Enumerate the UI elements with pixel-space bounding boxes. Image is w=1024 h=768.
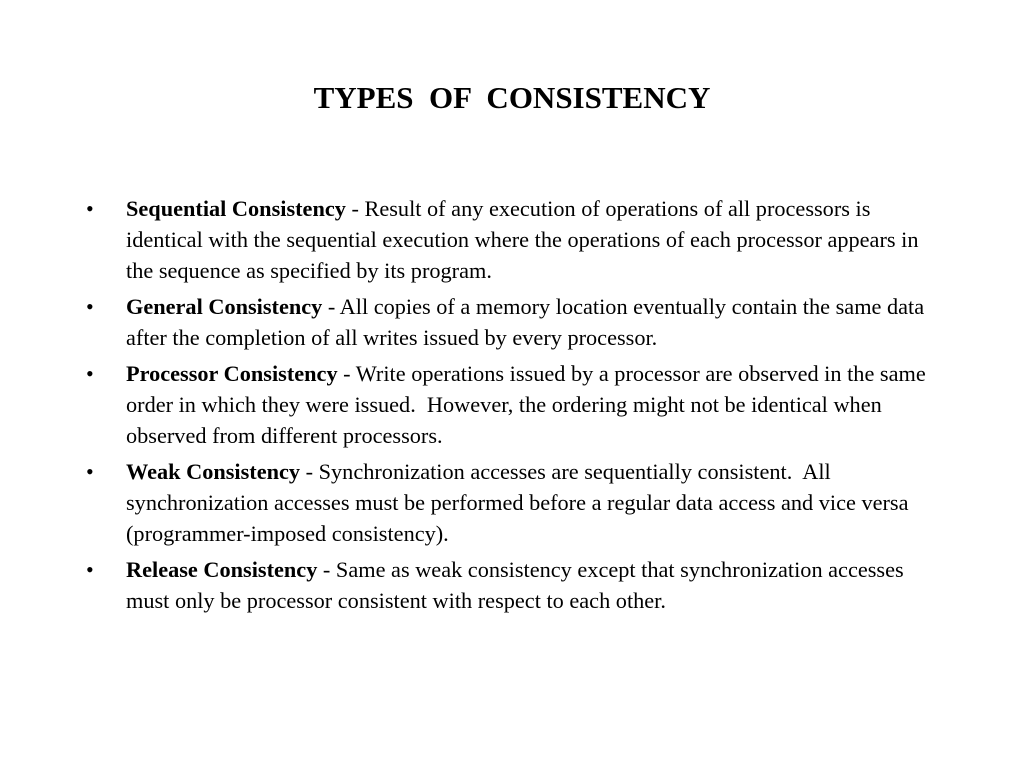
term-description: - Same as weak consistency except that synchronization accesses must only be processor consistent with respect to each other. [126,557,910,613]
term-description: - Result of any execution of operations of all processors is identical with the sequential execution where the operations of each processor appears in the sequence as specified by its program. [126,196,925,283]
bullet-icon: • [86,196,94,221]
term-label: General Consistency [126,294,323,319]
list-item-weak-consistency [86,456,948,549]
bullet-icon: • [86,459,94,484]
term-description: - All copies of a memory location eventually contain the same data after the completion of all writes issued by every processor. [126,294,930,350]
bullet-icon: • [86,557,94,582]
slide-title: TYPES OF CONSISTENCY [313,80,711,115]
list-item-processor-consistency [86,358,948,451]
term-label: Release Consistency [126,557,318,582]
bullet-icon: • [86,361,94,386]
term-label: Sequential Consistency [126,196,346,221]
list-item-release-consistency [86,554,948,616]
list-item-general-consistency [86,291,948,353]
term-description: - Synchronization accesses are sequentially consistent. All synchronization accesses must be performed before a regular data access and vice versa (programmer-imposed consistency). [126,459,915,546]
list-item-sequential-consistency [86,193,948,286]
bullet-icon: • [86,294,94,319]
consistency-types-list [86,193,948,621]
term-label: Weak Consistency [126,459,301,484]
term-description: - Write operations issued by a processor are observed in the same order in which they were issued. However, the ordering might not be identical when observed from different processors. [126,361,932,448]
term-label: Processor Consistency [126,361,338,386]
